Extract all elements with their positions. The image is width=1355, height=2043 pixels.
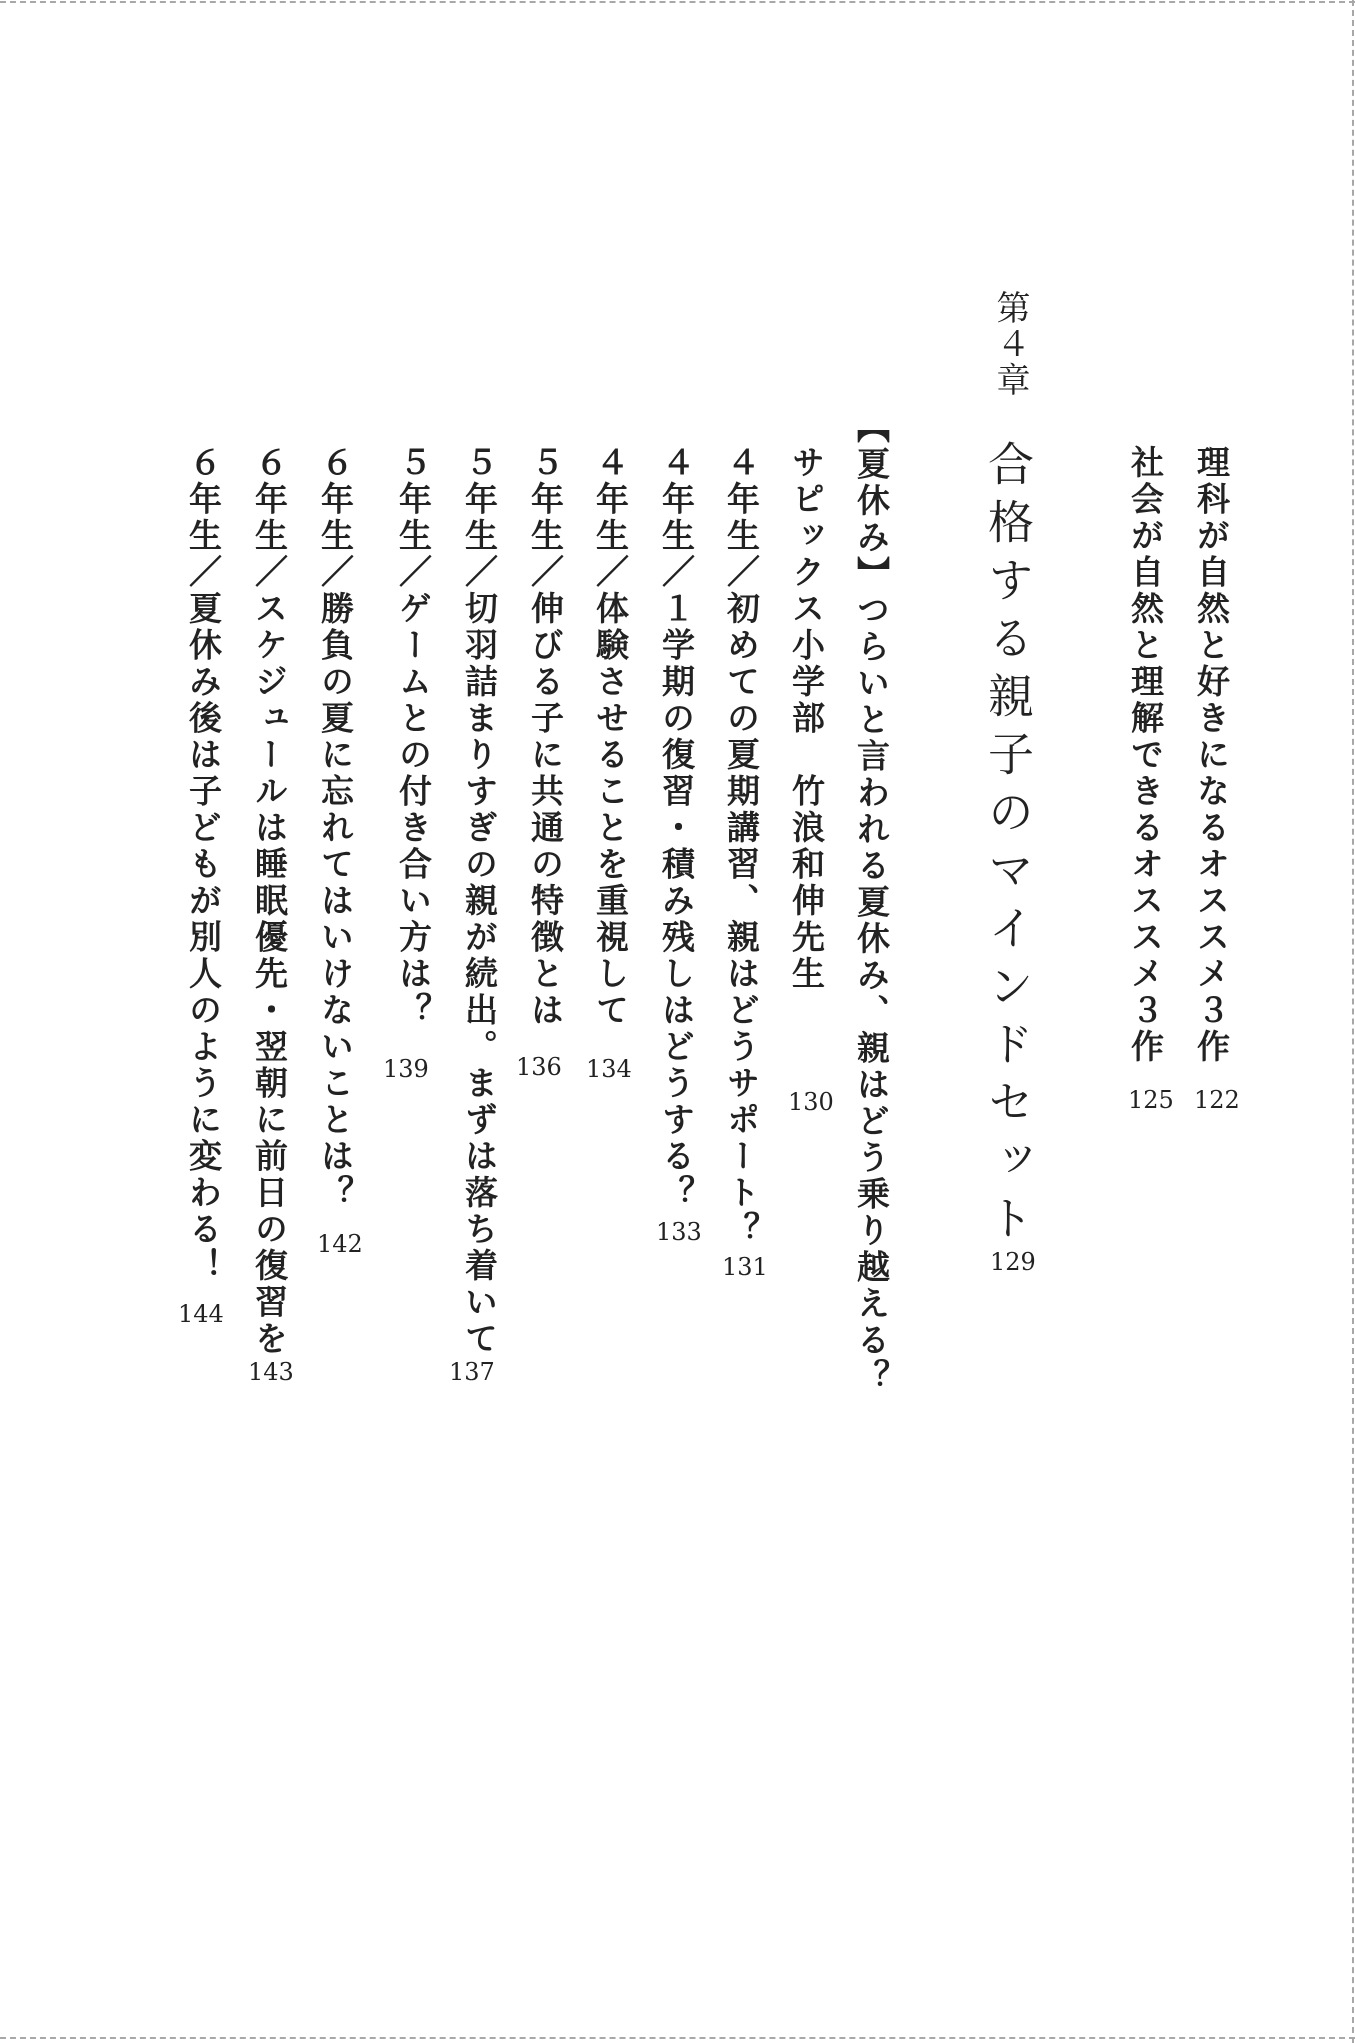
- toc-entry-science: 理科が自然と好きになるオススメ３作: [1192, 445, 1231, 1066]
- toc-entry-5th-traits: ５年生／伸びる子に共通の特徴とは: [526, 445, 565, 1029]
- toc-entry-4th-review: ４年生／１学期の復習・積み残しはどうする？: [657, 445, 696, 1212]
- page-border-right: [1352, 0, 1354, 2043]
- toc-entry-social: 社会が自然と理解できるオススメ３作: [1126, 445, 1165, 1066]
- page-border-top: [0, 1, 1355, 3]
- chapter-page: 129: [990, 1248, 1036, 1276]
- toc-entry-6th-dont-forget: ６年生／勝負の夏に忘れてはいけないことは？: [316, 445, 355, 1212]
- toc-entry-4th-summer-course: ４年生／初めての夏期講習、親はどうサポート？: [722, 445, 761, 1248]
- chapter-label: 第４章: [990, 290, 1030, 398]
- toc-entry-summer-intro: 【夏休み】つらいと言われる夏休み、親はどう乗り越える？: [852, 410, 891, 1396]
- toc-page-4th-experience: 134: [586, 1055, 632, 1083]
- toc-entry-4th-experience: ４年生／体験させることを重視して: [591, 445, 630, 1029]
- toc-page-science: 122: [1194, 1086, 1240, 1114]
- toc-page-5th-calm: 137: [449, 1358, 495, 1386]
- toc-page-6th-schedule: 143: [248, 1358, 294, 1386]
- toc-page-social: 125: [1128, 1086, 1174, 1114]
- toc-entry-6th-schedule: ６年生／スケジュールは睡眠優先・翌朝に前日の復習を: [250, 445, 289, 1358]
- toc-page-5th-traits: 136: [516, 1053, 562, 1081]
- chapter-title: 合格する親子のマインドセット: [981, 440, 1035, 1252]
- toc-page-5th-games: 139: [383, 1055, 429, 1083]
- toc-entry-6th-transform: ６年生／夏休み後は子どもが別人のように変わる！: [184, 445, 223, 1285]
- toc-page-4th-review: 133: [656, 1218, 702, 1246]
- toc-page-6th-transform: 144: [178, 1300, 224, 1328]
- toc-entry-sapix: サピックス小学部 竹浪和伸先生: [787, 445, 826, 993]
- toc-entry-5th-games: ５年生／ゲームとの付き合い方は？: [394, 445, 433, 1029]
- toc-entry-5th-calm: ５年生／切羽詰まりすぎの親が続出。まずは落ち着いて: [460, 445, 499, 1358]
- toc-page-6th-dont-forget: 142: [317, 1230, 363, 1258]
- page-border-bottom: [0, 2037, 1355, 2039]
- toc-page-sapix: 130: [788, 1088, 834, 1116]
- toc-page-4th-summer-course: 131: [722, 1253, 768, 1281]
